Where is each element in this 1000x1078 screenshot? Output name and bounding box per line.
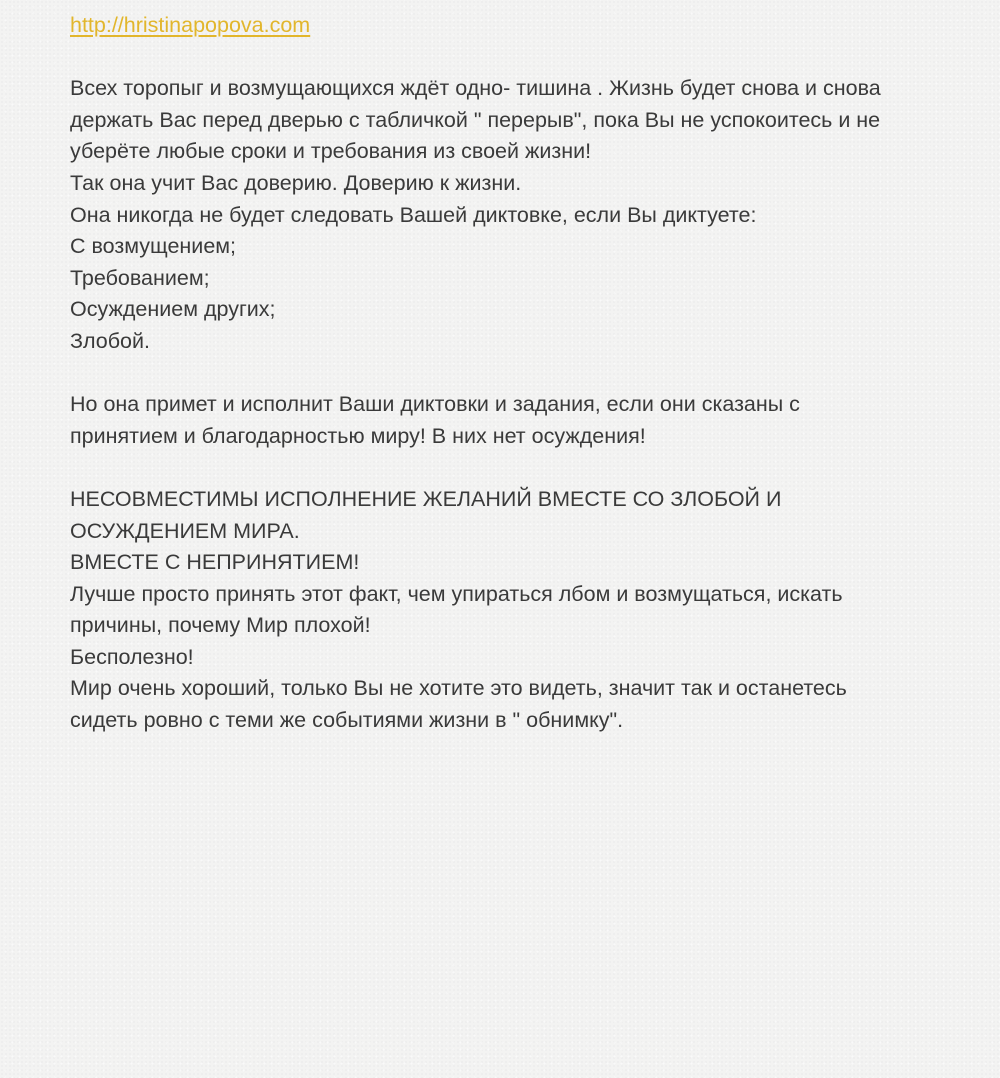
- paragraph-1: [70, 73, 950, 357]
- text-line: держать Вас перед дверью с табличкой " перерыв", пока Вы не успокоитесь и не: [70, 107, 881, 132]
- text-line: Мир очень хороший, только Вы не хотите это видеть, значит так и останетесь: [70, 676, 847, 701]
- text-line: Лучше просто принять этот факт, чем упираться лбом и возмущаться, искать: [70, 581, 843, 606]
- paragraph-2: [70, 389, 950, 452]
- text-line: ВМЕСТЕ С НЕПРИНЯТИЕМ!: [70, 550, 360, 575]
- text-line: уберёте любые сроки и требования из своей жизни!: [70, 139, 592, 164]
- text-line: Осуждением других;: [70, 297, 276, 322]
- text-line: Она никогда не будет следовать Вашей диктовке, если Вы диктуете:: [70, 202, 757, 227]
- text-line: Всех торопыг и возмущающихся ждёт одно- тишина . Жизнь будет снова и снова: [70, 76, 881, 101]
- blank-line: [70, 452, 950, 484]
- paragraph-3: [70, 484, 950, 737]
- blank-line: [70, 42, 950, 74]
- note-body[interactable]: [70, 10, 950, 737]
- text-line: С возмущением;: [70, 234, 237, 259]
- text-line: Но она примет и исполнит Ваши диктовки и задания, если они сказаны с: [70, 392, 800, 417]
- website-link[interactable]: http://hristinapopova.com: [70, 13, 311, 37]
- text-line: сидеть ровно с теми же событиями жизни в " обнимку".: [70, 708, 624, 733]
- text-line: ОСУЖДЕНИЕМ МИРА.: [70, 518, 300, 543]
- text-line: принятием и благодарностью миру! В них нет осуждения!: [70, 423, 646, 448]
- text-line: НЕСОВМЕСТИМЫ ИСПОЛНЕНИЕ ЖЕЛАНИЙ ВМЕСТЕ СО ЗЛОБОЙ И: [70, 486, 782, 511]
- text-line: Бесполезно!: [70, 644, 194, 669]
- text-line: Злобой.: [70, 328, 150, 353]
- text-line: причины, почему Мир плохой!: [70, 613, 371, 638]
- blank-line: [70, 358, 950, 390]
- text-line: Требованием;: [70, 265, 210, 290]
- text-line: Так она учит Вас доверию. Доверию к жизни.: [70, 170, 522, 195]
